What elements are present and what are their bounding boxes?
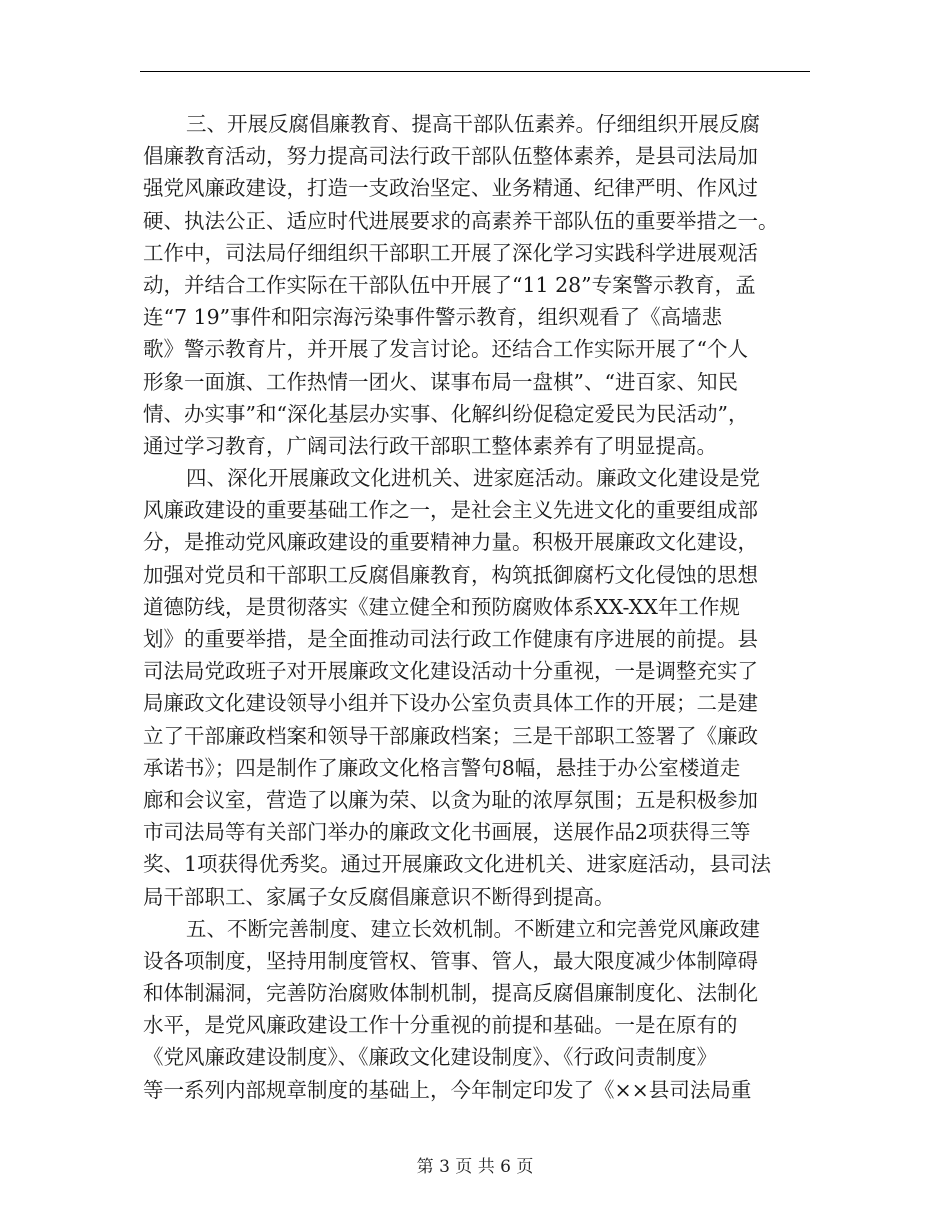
paragraph-line: 廊和会议室，营造了以廉为荣、以贪为耻的浓厚氛围；五是积极参加 — [143, 787, 758, 812]
paragraph-line: 歌》警示教育片，并开展了发言讨论。还结合工作实际开展了“个人 — [143, 337, 748, 362]
paragraph-line: 情、办实事”和“深化基层办实事、化解纠纷促稳定爱民为民活动”， — [143, 401, 749, 426]
paragraph-line: 连“7 19”事件和阳宗海污染事件警示教育，组织观看了《高墙悲 — [143, 305, 723, 330]
paragraph-line: 强党风廉政建设，打造一支政治坚定、业务精通、纪律严明、作风过 — [143, 176, 758, 201]
paragraph-line: 动，并结合工作实际在干部队伍中开展了“11 28”专案警示教育，孟 — [143, 272, 756, 297]
page-number-footer: 第 3 页 共 6 页 — [416, 1157, 534, 1177]
paragraph-line: 工作中，司法局仔细组织干部职工开展了深化学习实践科学进展观活 — [143, 240, 758, 265]
paragraph-line: 硬、执法公正、适应时代进展要求的高素养干部队伍的重要举措之一。 — [143, 208, 779, 233]
paragraph-line: 加强对党员和干部职工反腐倡廉教育，构筑抵御腐朽文化侵蚀的思想 — [143, 562, 758, 587]
paragraph-line: 四、深化开展廉政文化进机关、进家庭活动。廉政文化建设是党 — [186, 466, 760, 491]
paragraph-line: 《党风廉政建设制度》、《廉政文化建设制度》、《行政问责制度》 — [143, 1045, 717, 1070]
paragraph-line: 设各项制度，坚持用制度管权、管事、管人，最大限度减少体制障碍 — [143, 948, 758, 973]
paragraph-line: 奖、1项获得优秀奖。通过开展廉政文化进机关、进家庭活动，县司法 — [143, 852, 772, 877]
paragraph-line: 司法局党政班子对开展廉政文化建设活动十分重视，一是调整充实了 — [143, 659, 758, 684]
paragraph-line: 风廉政建设的重要基础工作之一，是社会主义先进文化的重要组成部 — [143, 498, 758, 523]
paragraph-line: 通过学习教育，广阔司法行政干部职工整体素养有了明显提高。 — [143, 433, 717, 458]
paragraph-line: 五、不断完善制度、建立长效机制。不断建立和完善党风廉政建 — [186, 916, 760, 941]
paragraph-line: 立了干部廉政档案和领导干部廉政档案；三是干部职工签署了《廉政 — [143, 723, 758, 748]
paragraph-line: 道德防线，是贯彻落实《建立健全和预防腐败体系XX-XX年工作规 — [143, 594, 740, 619]
paragraph-line: 承诺书》；四是制作了廉政文化格言警句8幅，悬挂于办公室楼道走 — [143, 755, 741, 780]
paragraph-line: 三、开展反腐倡廉教育、提高干部队伍素养。仔细组织开展反腐 — [186, 112, 760, 136]
paragraph-line: 局干部职工、家属子女反腐倡廉意识不断得到提高。 — [143, 884, 615, 909]
paragraph-line: 分，是推动党风廉政建设的重要精神力量。积极开展廉政文化建设， — [143, 530, 758, 555]
paragraph-line: 倡廉教育活动，努力提高司法行政干部队伍整体素养，是县司法局加 — [143, 144, 758, 169]
document-body — [143, 108, 809, 1106]
paragraph-line: 形象一面旗、工作热情一团火、谋事布局一盘棋”、“进百家、知民 — [143, 369, 738, 394]
paragraph-line: 等一系列内部规章制度的基础上，今年制定印发了《××县司法局重 — [143, 1077, 752, 1102]
paragraph-line: 和体制漏洞，完善防治腐败体制机制，提高反腐倡廉制度化、法制化 — [143, 981, 758, 1006]
paragraph-line: 划》的重要举措，是全面推动司法行政工作健康有序进展的前提。县 — [143, 627, 758, 651]
paragraph-line: 市司法局等有关部门举办的廉政文化书画展，送展作品2项获得三等 — [143, 820, 751, 845]
header-rule — [140, 71, 810, 72]
paragraph-line: 水平，是党风廉政建设工作十分重视的前提和基础。一是在原有的 — [143, 1013, 738, 1038]
paragraph-line: 局廉政文化建设领导小组并下设办公室负责具体工作的开展；二是建 — [143, 691, 758, 716]
